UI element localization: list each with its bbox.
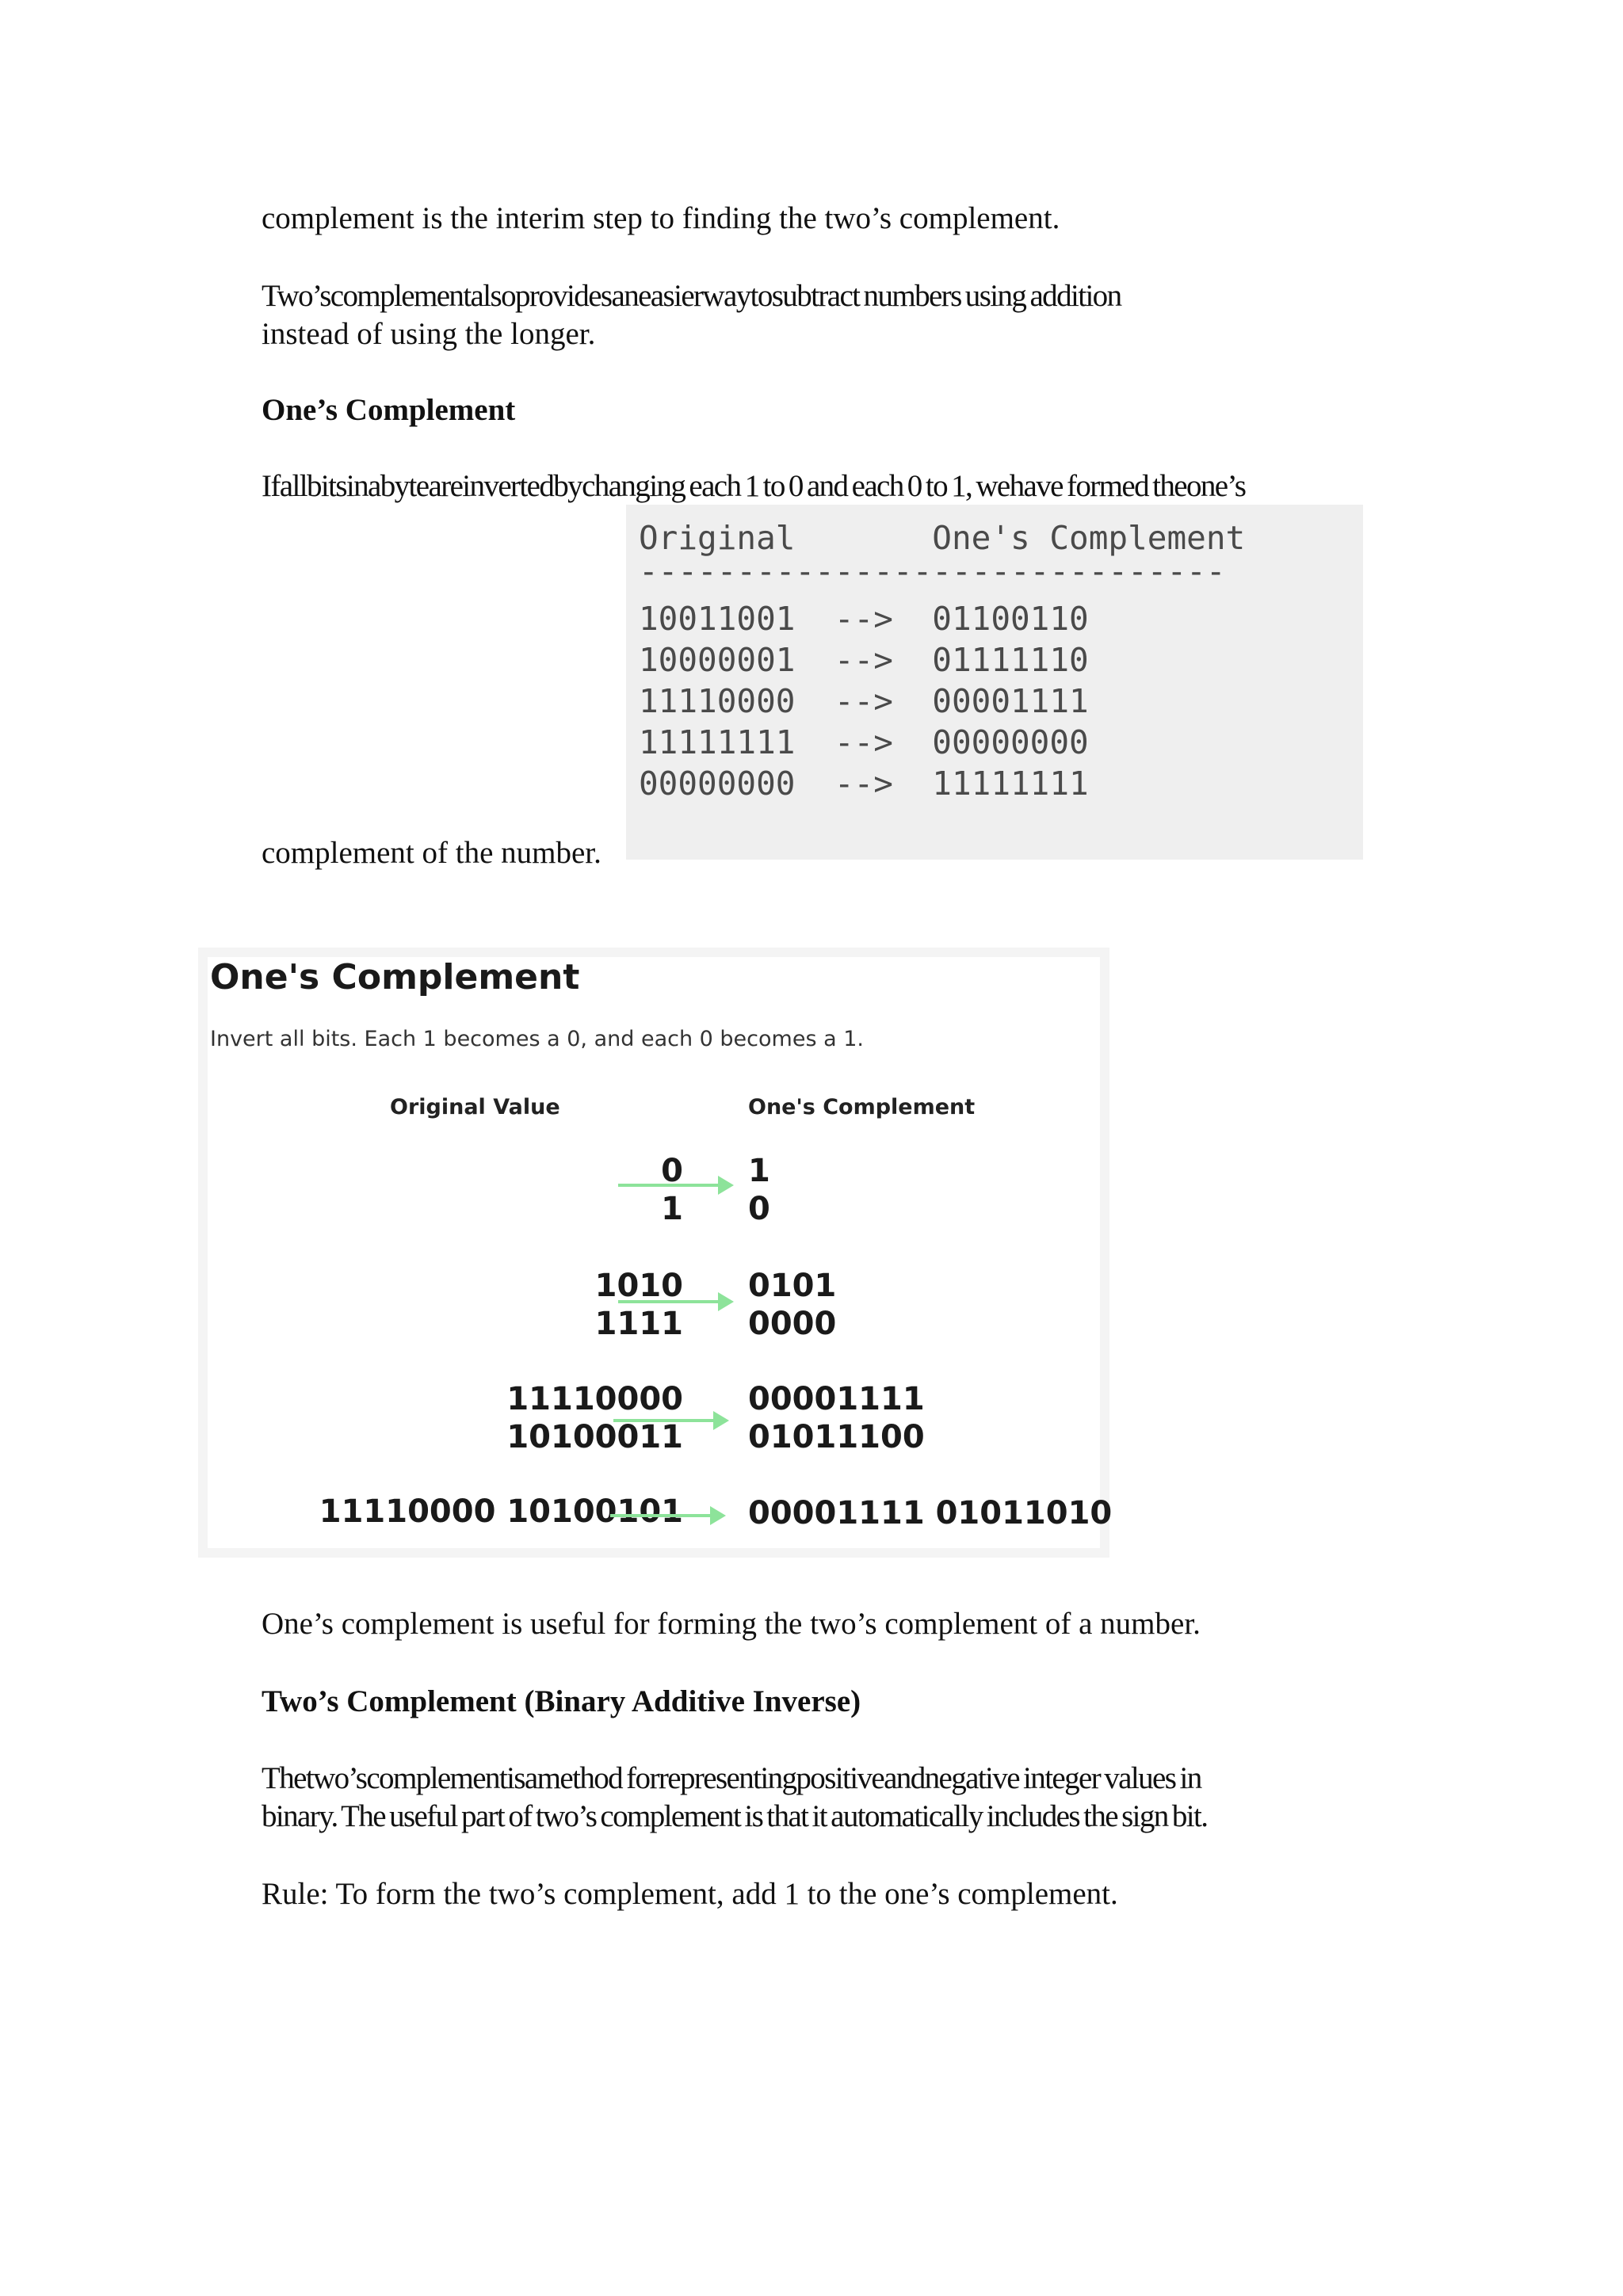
complement-value: 01011100 [748, 1419, 925, 1455]
paragraph-inverted-bits-line2: complement of the number. [262, 836, 601, 870]
original-value: 11110000 10100101 [319, 1493, 683, 1530]
original-value: 0 [661, 1153, 683, 1189]
code-separator: ------------------------------ [639, 552, 1226, 590]
column-header-original: Original Value [390, 1095, 560, 1119]
code-row: 10011001 --> 01100110 [639, 600, 1089, 638]
original-value: 11110000 [506, 1381, 683, 1417]
paragraph-useful-forming: One’s complement is useful for forming the two’s complement of a number. [262, 1607, 1201, 1641]
right-arrow-icon [609, 1504, 727, 1527]
complement-value: 1 [748, 1153, 770, 1189]
figure-canvas [208, 957, 1113, 1548]
right-arrow-icon [617, 1173, 735, 1197]
paragraph-twos-method-line1: Thetwo’scomplementisamethod forrepresentingpositiveandnegative integer values in [262, 1761, 1201, 1795]
right-arrow-icon [612, 1409, 731, 1432]
heading-twos-complement: Two’s Complement (Binary Additive Inverse) [262, 1684, 861, 1718]
right-arrow-icon [617, 1290, 735, 1314]
figure-subtitle: Invert all bits. Each 1 becomes a 0, and each 0 becomes a 1. [210, 1027, 864, 1051]
code-block [626, 505, 1363, 860]
code-row: 00000000 --> 11111111 [639, 765, 1089, 803]
complement-value: 0 [748, 1191, 770, 1227]
complement-value: 0101 [748, 1268, 837, 1304]
original-value: 10100011 [506, 1419, 683, 1455]
column-header-complement: One's Complement [748, 1095, 976, 1119]
heading-ones-complement: One’s Complement [262, 393, 516, 427]
paragraph-twos-subtract-line2: instead of using the longer. [262, 317, 596, 351]
complement-value: 00001111 01011010 [748, 1495, 1113, 1531]
code-row: 11111111 --> 00000000 [639, 723, 1089, 761]
original-value: 1010 [594, 1268, 683, 1304]
paragraph-rule: Rule: To form the two’s complement, add 1 to the one’s complement. [262, 1877, 1118, 1911]
ones-complement-figure [198, 948, 1113, 1558]
code-row: 10000001 --> 01111110 [639, 641, 1089, 679]
original-value: 1 [661, 1191, 683, 1227]
paragraph-twos-method-line2: binary. The useful part of two’s complement is that it automatically includes the sign bit. [262, 1799, 1208, 1833]
complement-value: 0000 [748, 1306, 837, 1342]
complement-value: 00001111 [748, 1381, 925, 1417]
code-header: Original One's Complement [639, 519, 1246, 557]
paragraph-interim-step: complement is the interim step to finding the two’s complement. [262, 201, 1060, 235]
original-value: 1111 [594, 1306, 683, 1342]
figure-title: One's Complement [210, 957, 580, 997]
paragraph-twos-subtract-line1: Two’scomplementalsoprovidesaneasierwaytosubtract numbers using addition [262, 279, 1121, 313]
code-row: 11110000 --> 00001111 [639, 682, 1089, 720]
paragraph-inverted-bits-line1: Ifallbitsinabyteareinvertedbychanging each 1 to 0 and each 0 to 1, wehave formed theone’s [262, 469, 1246, 503]
